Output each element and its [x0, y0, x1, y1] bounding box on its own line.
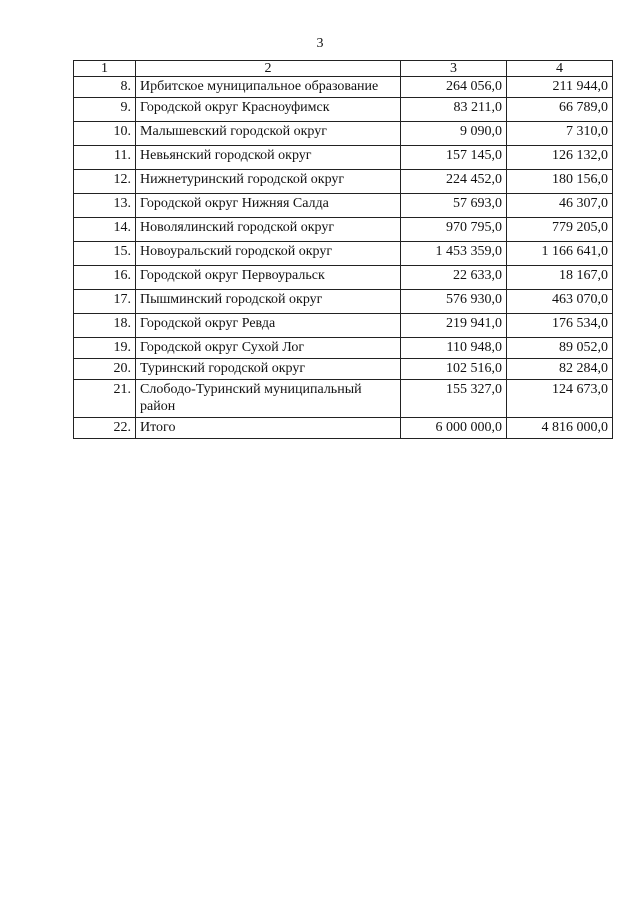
row-index: 18.: [74, 314, 136, 338]
row-value-3: 157 145,0: [401, 146, 507, 170]
page-number: 3: [316, 36, 324, 51]
row-name: Новоуральский городской округ: [136, 242, 401, 266]
row-value-3: 83 211,0: [401, 98, 507, 122]
table-row: [74, 380, 613, 418]
column-header-2: 2: [136, 61, 401, 77]
table-row: [74, 122, 613, 146]
row-value-3: 22 633,0: [401, 266, 507, 290]
column-header-1: 1: [74, 61, 136, 77]
row-index: 14.: [74, 218, 136, 242]
row-index: 17.: [74, 290, 136, 314]
row-value-3: 224 452,0: [401, 170, 507, 194]
allocation-table: [73, 60, 613, 439]
column-header-4: 4: [507, 61, 613, 77]
row-value-3: 219 941,0: [401, 314, 507, 338]
row-value-3: 264 056,0: [401, 77, 507, 98]
row-value-3: 9 090,0: [401, 122, 507, 146]
table-row: [74, 218, 613, 242]
table-header-row: [74, 61, 613, 77]
row-index: 19.: [74, 338, 136, 359]
row-name: Новолялинский городской округ: [136, 218, 401, 242]
table-row: [74, 338, 613, 359]
table-row: [74, 266, 613, 290]
row-name: Слободо-Туринский муниципальный район: [136, 380, 401, 418]
table-row-total: [74, 418, 613, 439]
table-row: [74, 359, 613, 380]
row-value-4: 66 789,0: [507, 98, 613, 122]
row-value-3: 155 327,0: [401, 380, 507, 418]
column-header-3: 3: [401, 61, 507, 77]
row-value-4: 89 052,0: [507, 338, 613, 359]
table-row: [74, 242, 613, 266]
row-value-4: 779 205,0: [507, 218, 613, 242]
row-name: Нижнетуринский городской округ: [136, 170, 401, 194]
row-index: 22.: [74, 418, 136, 439]
row-index: 9.: [74, 98, 136, 122]
row-index: 20.: [74, 359, 136, 380]
row-index: 8.: [74, 77, 136, 98]
table-row: [74, 146, 613, 170]
row-value-3: 6 000 000,0: [401, 418, 507, 439]
row-index: 13.: [74, 194, 136, 218]
table-row: [74, 98, 613, 122]
row-name: Ирбитское муниципальное образование: [136, 77, 401, 98]
table-row: [74, 170, 613, 194]
row-name: Городской округ Первоуральск: [136, 266, 401, 290]
row-value-3: 57 693,0: [401, 194, 507, 218]
row-name: Итого: [136, 418, 401, 439]
row-value-4: 18 167,0: [507, 266, 613, 290]
row-value-3: 576 930,0: [401, 290, 507, 314]
row-value-4: 46 307,0: [507, 194, 613, 218]
row-name: Туринский городской округ: [136, 359, 401, 380]
table-row: [74, 314, 613, 338]
row-value-4: 1 166 641,0: [507, 242, 613, 266]
row-value-3: 110 948,0: [401, 338, 507, 359]
row-index: 10.: [74, 122, 136, 146]
row-name: Городской округ Красноуфимск: [136, 98, 401, 122]
row-name: Малышевский городской округ: [136, 122, 401, 146]
row-index: 12.: [74, 170, 136, 194]
row-value-4: 180 156,0: [507, 170, 613, 194]
table-row: [74, 194, 613, 218]
row-name: Городской округ Нижняя Салда: [136, 194, 401, 218]
row-index: 21.: [74, 380, 136, 418]
row-value-4: 124 673,0: [507, 380, 613, 418]
row-index: 16.: [74, 266, 136, 290]
table-row: [74, 290, 613, 314]
row-value-3: 970 795,0: [401, 218, 507, 242]
table-body: [74, 77, 613, 439]
table-row: [74, 77, 613, 98]
row-value-4: 211 944,0: [507, 77, 613, 98]
row-value-4: 176 534,0: [507, 314, 613, 338]
row-value-4: 126 132,0: [507, 146, 613, 170]
row-value-3: 1 453 359,0: [401, 242, 507, 266]
row-index: 11.: [74, 146, 136, 170]
row-index: 15.: [74, 242, 136, 266]
row-name: Пышминский городской округ: [136, 290, 401, 314]
row-value-4: 4 816 000,0: [507, 418, 613, 439]
row-name: Городской округ Ревда: [136, 314, 401, 338]
row-value-4: 463 070,0: [507, 290, 613, 314]
row-name: Невьянский городской округ: [136, 146, 401, 170]
row-name: Городской округ Сухой Лог: [136, 338, 401, 359]
row-value-4: 82 284,0: [507, 359, 613, 380]
row-value-3: 102 516,0: [401, 359, 507, 380]
row-value-4: 7 310,0: [507, 122, 613, 146]
